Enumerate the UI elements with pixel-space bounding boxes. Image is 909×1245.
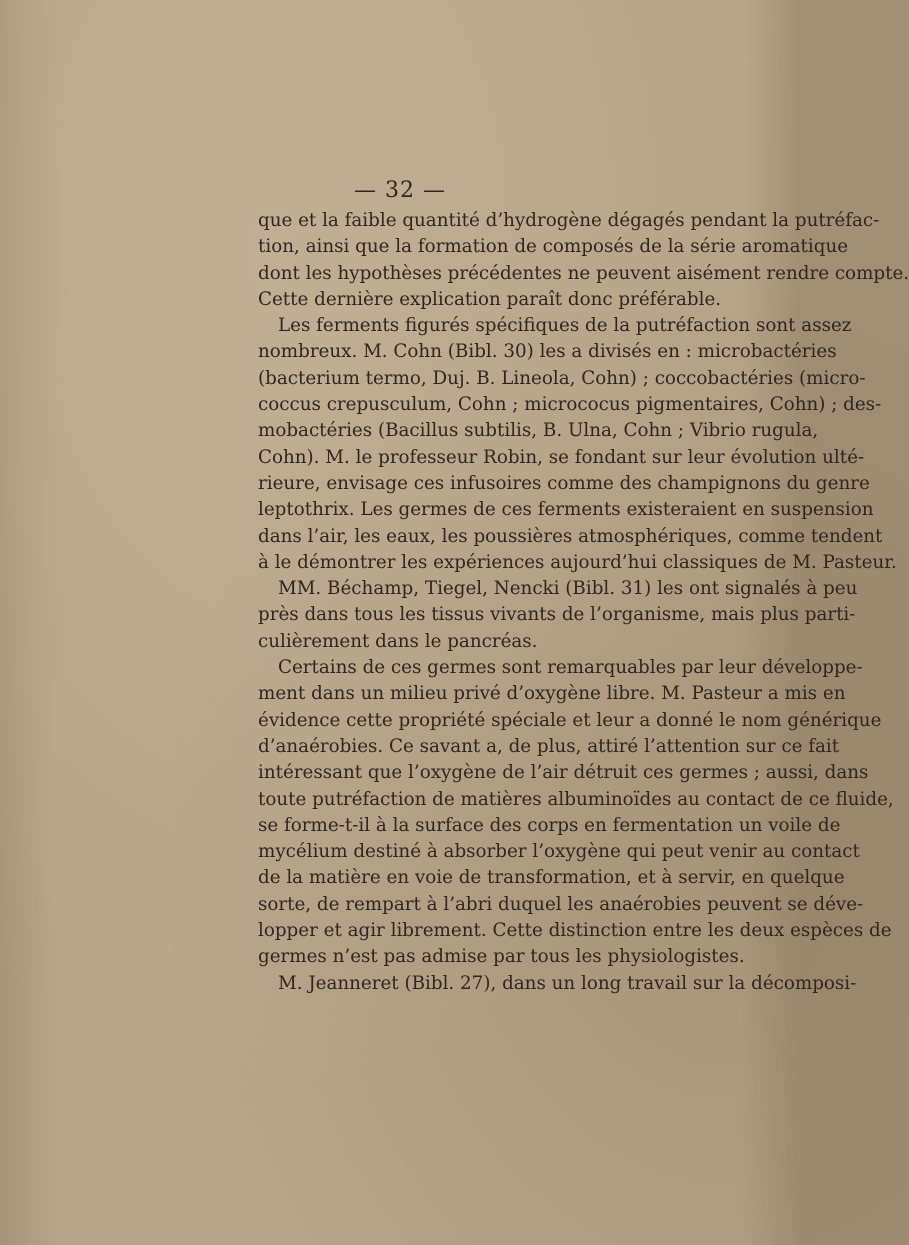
text-line: de la matière en voie de transformation, et à servir, en quelque <box>258 867 845 889</box>
text-line: Certains de ces germes sont remarquables par leur développe- <box>278 657 863 679</box>
text-line: à le démontrer les expériences aujourd’hui classiques de M. Pasteur. <box>258 551 897 573</box>
text-line: Les ferments figurés spécifiques de la putréfaction sont assez <box>278 315 852 337</box>
text-line: que et la faible quantité d’hydrogène dégagés pendant la putréfac- <box>258 210 880 231</box>
page-number: — 32 — <box>354 178 446 203</box>
text-line: coccus crepusculum, Cohn ; micrococus pigmentaires, Cohn) ; des- <box>258 394 882 416</box>
text-line: leptothrix. Les germes de ces ferments existeraient en suspension <box>258 499 874 521</box>
text-line: lopper et agir librement. Cette distinction entre les deux espèces de <box>258 920 892 942</box>
text-line: près dans tous les tissus vivants de l’organisme, mais plus parti- <box>258 604 856 626</box>
text-line: culièrement dans le pancréas. <box>258 630 538 652</box>
text-line: Cette dernière explication paraît donc préférable. <box>258 288 722 310</box>
text-line: évidence cette propriété spéciale et leur a donné le nom générique <box>258 709 882 731</box>
text-line: dans l’air, les eaux, les poussières atmosphériques, comme tendent <box>258 525 883 547</box>
text-line: nombreux. M. Cohn (Bibl. 30) les a divisés en : microbactéries <box>258 341 837 363</box>
text-line: dont les hypothèses précédentes ne peuvent aisément rendre compte. <box>258 262 909 284</box>
body-text <box>258 208 909 997</box>
text-line: M. Jeanneret (Bibl. 27), dans un long travail sur la décomposi- <box>278 972 857 994</box>
text-line: (bacterium termo, Duj. B. Lineola, Cohn) ; coccobactéries (micro- <box>258 367 866 389</box>
text-line: Cohn). M. le professeur Robin, se fondant sur leur évolution ulté- <box>258 446 865 468</box>
text-line: tion, ainsi que la formation de composés de la série aromatique <box>258 236 849 258</box>
text-line: intéressant que l’oxygène de l’air détruit ces germes ; aussi, dans <box>258 762 869 784</box>
text-line: mobactéries (Bacillus subtilis, B. Ulna, Cohn ; Vibrio rugula, <box>258 420 819 442</box>
text-line: toute putréfaction de matières albuminoïdes au contact de ce fluide, <box>258 788 894 810</box>
text-line: rieure, envisage ces infusoires comme des champignons du genre <box>258 472 870 494</box>
text-line: mycélium destiné à absorber l’oxygène qui peut venir au contact <box>258 841 860 863</box>
text-line: ment dans un milieu privé d’oxygène libre. M. Pasteur a mis en <box>258 683 846 705</box>
text-line: d’anaérobies. Ce savant a, de plus, attiré l’attention sur ce fait <box>258 735 840 757</box>
text-line: germes n’est pas admise par tous les physiologistes. <box>258 946 745 968</box>
text-line: se forme-t-il à la surface des corps en fermentation un voile de <box>258 814 841 836</box>
text-line: MM. Béchamp, Tiegel, Nencki (Bibl. 31) les ont signalés à peu <box>278 578 858 600</box>
text-line: sorte, de rempart à l’abri duquel les anaérobies peuvent se déve- <box>258 893 864 915</box>
